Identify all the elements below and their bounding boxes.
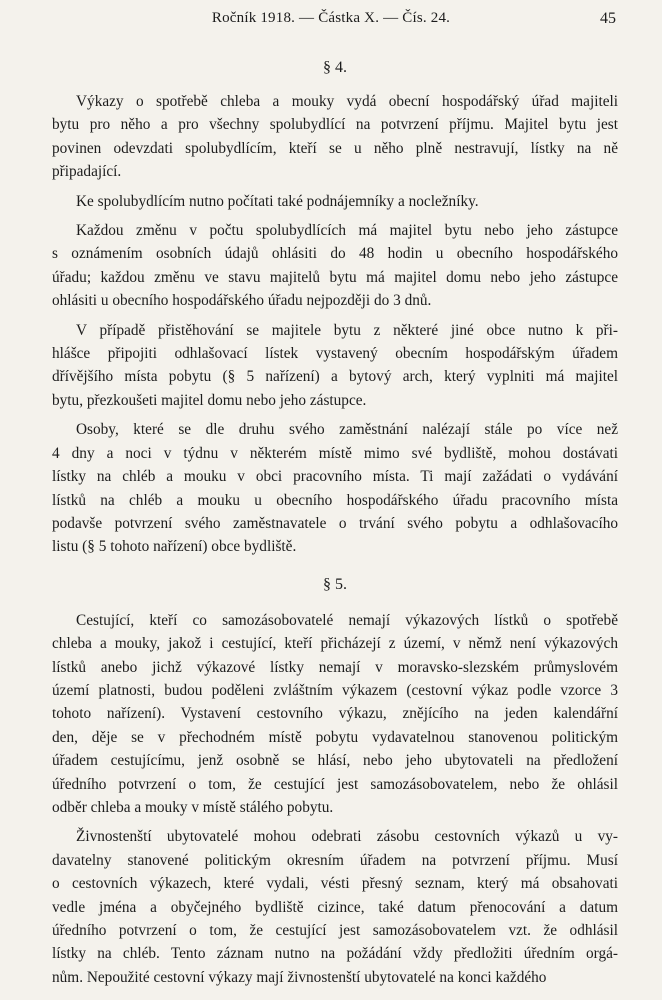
text-line: odběr chleba a mouky v místě stálého pobytu. <box>52 798 334 816</box>
paragraph <box>52 609 618 820</box>
section-heading: § 4. <box>323 59 347 76</box>
paragraph <box>52 319 618 413</box>
text-line: úřadu; každou změnu ve stavu majitelů bytu má majitel domu nebo jeho zástupce <box>52 268 618 286</box>
text-line: dřívějšího místa pobytu (§ 5 nařízení) a bytový arch, který vyplniti má majitel <box>52 368 618 386</box>
text-line: nům. Nepoužité cestovní výkazy mají živnostenští ubytovatelé na konci každého <box>52 968 547 986</box>
text-line: povinen odevzdati spolubydlícím, kteří se u něho plně nestravují, lístky na ně <box>52 139 618 157</box>
text-line: hlášce připojiti odhlašovací lístek vystavený obecním hospodářským úřadem <box>52 345 618 363</box>
text-line: úřadem cestujícímu, jenž osobně se hlásí, nebo jeho ubytovateli na předložení <box>52 752 618 770</box>
text-line: Každou změnu v počtu spolubydlících má majitel bytu nebo jeho zástupce <box>76 222 618 240</box>
text-line: Živnostenští ubytovatelé mohou odebrati zásobu cestovních výkazů u vy- <box>76 828 618 846</box>
text-line: den, děje se v přechodném místě pobytu vydavatelnou stanovenou politickým <box>52 728 618 746</box>
text-line: Ke spolubydlícím nutno počítati také podnájemníky a nocležníky. <box>76 192 479 210</box>
text-line: V případě přistěhování se majitele bytu z některé jiné obce nutno k při- <box>76 321 618 339</box>
text-line: davatelny stanovené politickým okresním úřadem na potvrzení příjmu. Musí <box>52 851 618 869</box>
text-line: připadající. <box>52 163 122 181</box>
text-line: vedle jména a obyčejného bydliště cizince, také datum přenocování a datum <box>52 898 618 916</box>
text-line: lístků anebo jichž výkazové lístky nemají v moravsko-slezském průmyslovém <box>52 658 618 676</box>
text-line: chleba a mouky, jakož i cestující, kteří přicházejí z území, v němž není výkazových <box>52 635 618 653</box>
text-line: s oznámením osobních údajů ohlásiti do 48 hodin u obecního hospodářského <box>52 245 618 263</box>
text-line: úředního potvrzení o tom, že cestující jest samozásobovatelem vzt. že odhlásil <box>52 922 618 939</box>
header-title: Ročník 1918. — Částka X. — Čís. 24. <box>211 10 451 26</box>
page-number: 45 <box>600 10 616 27</box>
text-line: úředního potvrzení o tom, že cestující jest samozásobovatelem, nebo že ohlásil <box>52 775 618 793</box>
text-line: ohlásiti u obecního hospodářského úřadu nejpozději do 3 dnů. <box>52 292 432 310</box>
text-line: tohoto nařízení). Vystavení cestovního výkazu, znějícího na jeden kalendářní <box>52 705 618 723</box>
paragraph <box>52 219 618 313</box>
text-line: listu (§ 5 tohoto nařízení) obce bydliště. <box>52 538 297 556</box>
paragraph <box>52 90 618 184</box>
text-line: Cestující, kteří co samozásobovatelé nemají výkazových lístků o spotřebě <box>76 611 618 629</box>
text-line: bytu, přezkoušeti majitel domu nebo jeho zástupce. <box>52 391 367 409</box>
text-line: lístků na chléb a mouku u obecního hospodářského úřadu pracovního místa <box>52 491 618 509</box>
text-line: bytu pro něho a pro všechny spolubydlící na potvrzení příjmu. Majitel bytu jest <box>52 116 618 134</box>
text-line: území platnosti, budou poděleni zvláštním výkazem (cestovní výkaz podle vzorce 3 <box>52 681 618 699</box>
running-header <box>52 10 616 32</box>
paragraph <box>52 418 618 558</box>
text-line: Osoby, které se dle druhu svého zaměstnání nalézají stále po více než <box>76 421 618 439</box>
paragraph <box>52 190 618 213</box>
text-line: o cestovních výkazech, které vydali, vésti přesný seznam, který má obsahovati <box>52 875 618 893</box>
paragraph <box>52 825 618 989</box>
text-line: podavše potvrzení svého zaměstnavatele o trvání svého pobytu a odhlašovacího <box>52 514 618 532</box>
text-line: Výkazy o spotřebě chleba a mouky vydá obecní hospodářský úřad majiteli <box>76 93 618 110</box>
text-line: 4 dny a noci v týdnu v některém místě mimo své bydliště, mohou dostávati <box>52 444 618 462</box>
text-line: lístky na chléb. Tento záznam nutno na požádání vždy předložiti úředním orgá- <box>52 945 618 963</box>
document-body <box>52 58 618 995</box>
section-heading: § 5. <box>323 575 347 593</box>
text-line: lístky na chléb a mouku v obci pracovního místa. Ti mají zažádati o vydávání <box>52 468 618 486</box>
